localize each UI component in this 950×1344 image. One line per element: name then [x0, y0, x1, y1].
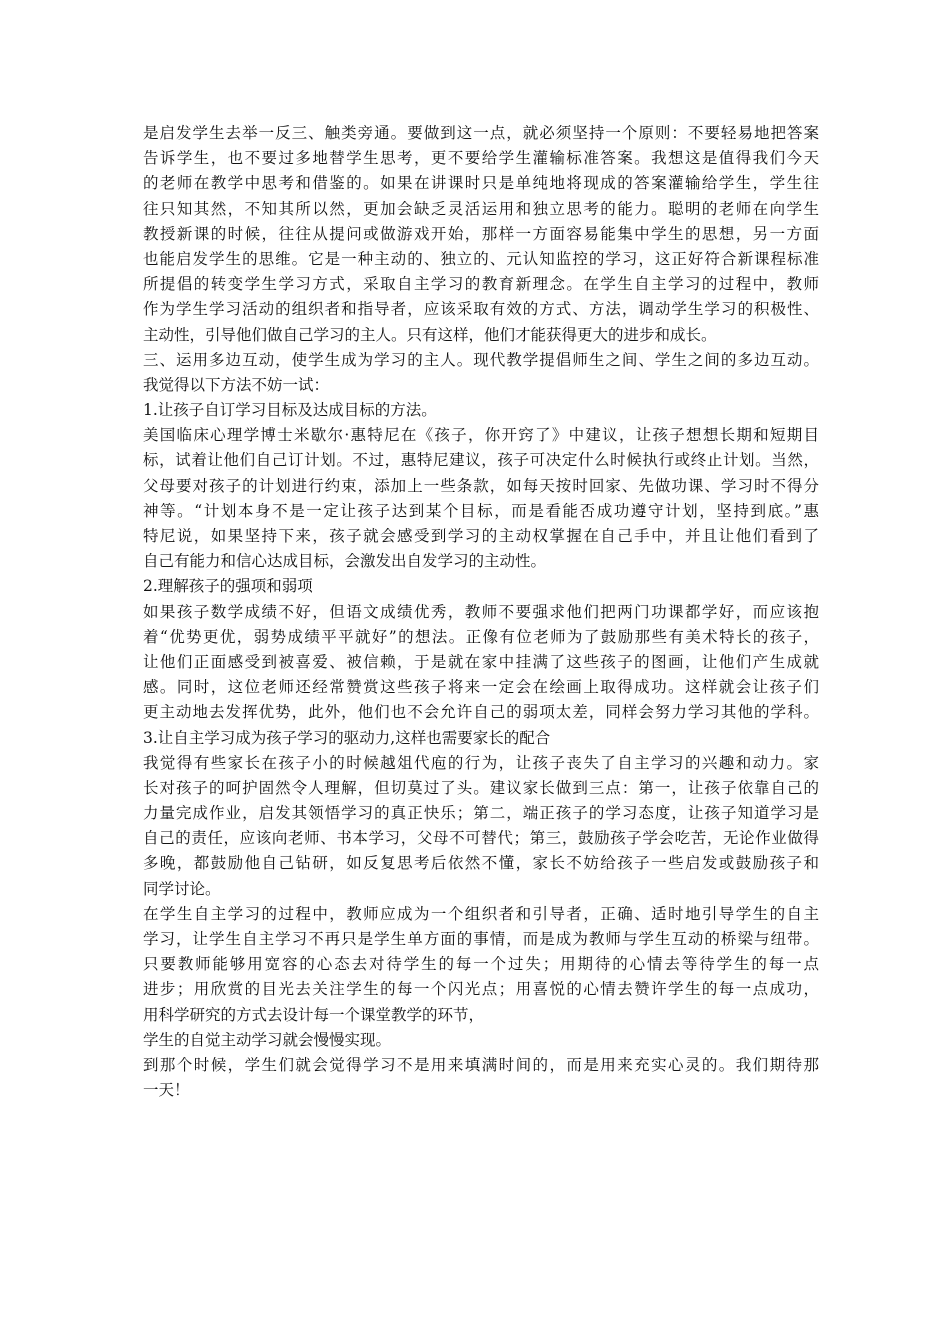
text-line: 神等。“计划本身不是一定让孩子达到某个目标，而是看能否成功遵守计划，坚持到底。”惠	[143, 501, 819, 520]
text-line: 多晚，都鼓励他自己钻研，如反复思考后依然不懂，家长不妨给孩子一些启发或鼓励孩子和	[143, 854, 819, 873]
text-line: 到那个时候，学生们就会觉得学习不是用来填满时间的，而是用来充实心灵的。我们期待那	[143, 1055, 819, 1074]
text-line: 往只知其然，不知其所以然，更加会缺乏灵活运用和独立思考的能力。聪明的老师在向学生	[143, 199, 819, 218]
text-line: 感。同时，这位老师还经常赞赏这些孩子将来一定会在绘画上取得成功。这样就会让孩子们	[143, 678, 819, 697]
text-line: 我觉得以下方法不妨一试：	[143, 375, 330, 394]
text-line: 标，试着让他们自己订计划。不过，惠特尼建议，孩子可决定什么时候执行或终止计划。当然，	[143, 451, 819, 470]
text-line: 美国临床心理学博士米歇尔·惠特尼在《孩子，你开窍了》中建议，让孩子想想长期和短期目	[143, 426, 819, 445]
text-line: 只要教师能够用宽容的心态去对待学生的每一个过失；用期待的心情去等待学生的每一点	[143, 955, 819, 974]
text-line: 如果孩子数学成绩不好，但语文成绩优秀，教师不要强求他们把两门功课都学好，而应该抱	[143, 602, 819, 621]
text-line: 着“优势更优，弱势成绩平平就好”的想法。正像有位老师为了鼓励那些有美术特长的孩子，	[143, 627, 819, 646]
text-line: 学习，让学生自主学习不再只是学生单方面的事情，而是成为教师与学生互动的桥梁与纽带。	[143, 930, 819, 948]
text-line: 让他们正面感受到被喜爱、被信赖，于是就在家中挂满了这些孩子的图画，让他们产生成就	[143, 652, 819, 671]
text-line: 告诉学生，也不要过多地替学生思考，更不要给学生灌输标准答案。我想这是值得我们今天	[143, 149, 819, 168]
text-line: 作为学生学习活动的组织者和指导者，应该采取有效的方式、方法，调动学生学习的积极性、	[143, 300, 819, 319]
text-line: 特尼说，如果坚持下来，孩子就会感受到学习的主动权掌握在自己手中，并且让他们看到了	[143, 527, 819, 545]
text-line: 教授新课的时候，往往从提问或做游戏开始，那样一方面容易能集中学生的思想，另一方面	[143, 224, 819, 243]
text-line: 三、运用多边互动，使学生成为学习的主人。现代教学提倡师生之间、学生之间的多边互动。	[143, 350, 819, 369]
text-line: 1.让孩子自订学习目标及达成目标的方法。	[143, 401, 437, 420]
text-line: 更主动地去发挥优势，此外，他们也不会允许自己的弱项太差，同样会努力学习其他的学科。	[143, 703, 819, 722]
text-line: 用科学研究的方式去设计每一个课堂教学的环节，	[143, 1005, 485, 1024]
text-line: 的老师在教学中思考和借鉴的。如果在讲课时只是单纯地将现成的答案灌输给学生，学生往	[143, 174, 819, 193]
text-line: 在学生自主学习的过程中，教师应成为一个组织者和引导者，正确、适时地引导学生的自主	[143, 904, 819, 923]
text-line: 自己有能力和信心达成目标，会激发出自发学习的主动性。	[143, 552, 547, 571]
text-line: 3.让自主学习成为孩子学习的驱动力,这样也需要家长的配合	[143, 728, 551, 747]
text-line: 长对孩子的呵护固然令人理解，但切莫过了头。建议家长做到三点：第一，让孩子依靠自己的	[143, 778, 819, 797]
text-line: 父母要对孩子的计划进行约束，添加上一些条款，如每天按时回家、先做功课、学习时不得分	[143, 476, 819, 495]
text-line: 自己的责任，应该向老师、书本学习，父母不可替代；第三，鼓励孩子学会吃苦，无论作业做得	[143, 829, 819, 848]
text-line: 我觉得有些家长在孩子小的时候越俎代庖的行为，让孩子丧失了自主学习的兴趣和动力。家	[143, 753, 819, 772]
text-line: 力量完成作业，启发其领悟学习的真正快乐；第二，端正孩子的学习态度，让孩子知道学习是	[143, 804, 819, 823]
text-line: 也能启发学生的思维。它是一种主动的、独立的、元认知监控的学习，这正好符合新课程标准	[143, 249, 819, 268]
text-line: 2.理解孩子的强项和弱项	[143, 577, 313, 596]
text-line: 所提倡的转变学生学习方式，采取自主学习的教育新理念。在学生自主学习的过程中，教师	[143, 275, 819, 294]
text-line: 主动性，引导他们做自己学习的主人。只有这样，他们才能获得更大的进步和成长。	[143, 325, 717, 344]
text-line: 一天！	[143, 1081, 190, 1100]
text-line: 学生的自觉主动学习就会慢慢实现。	[143, 1030, 392, 1049]
text-line: 是启发学生去举一反三、触类旁通。要做到这一点，就必须坚持一个原则：不要轻易地把答案	[143, 124, 819, 142]
document-body	[143, 121, 819, 1103]
text-line: 同学讨论。	[143, 879, 221, 898]
text-line: 进步；用欣赏的目光去关注学生的每一个闪光点；用喜悦的心情去赞许学生的每一点成功，	[143, 980, 819, 999]
